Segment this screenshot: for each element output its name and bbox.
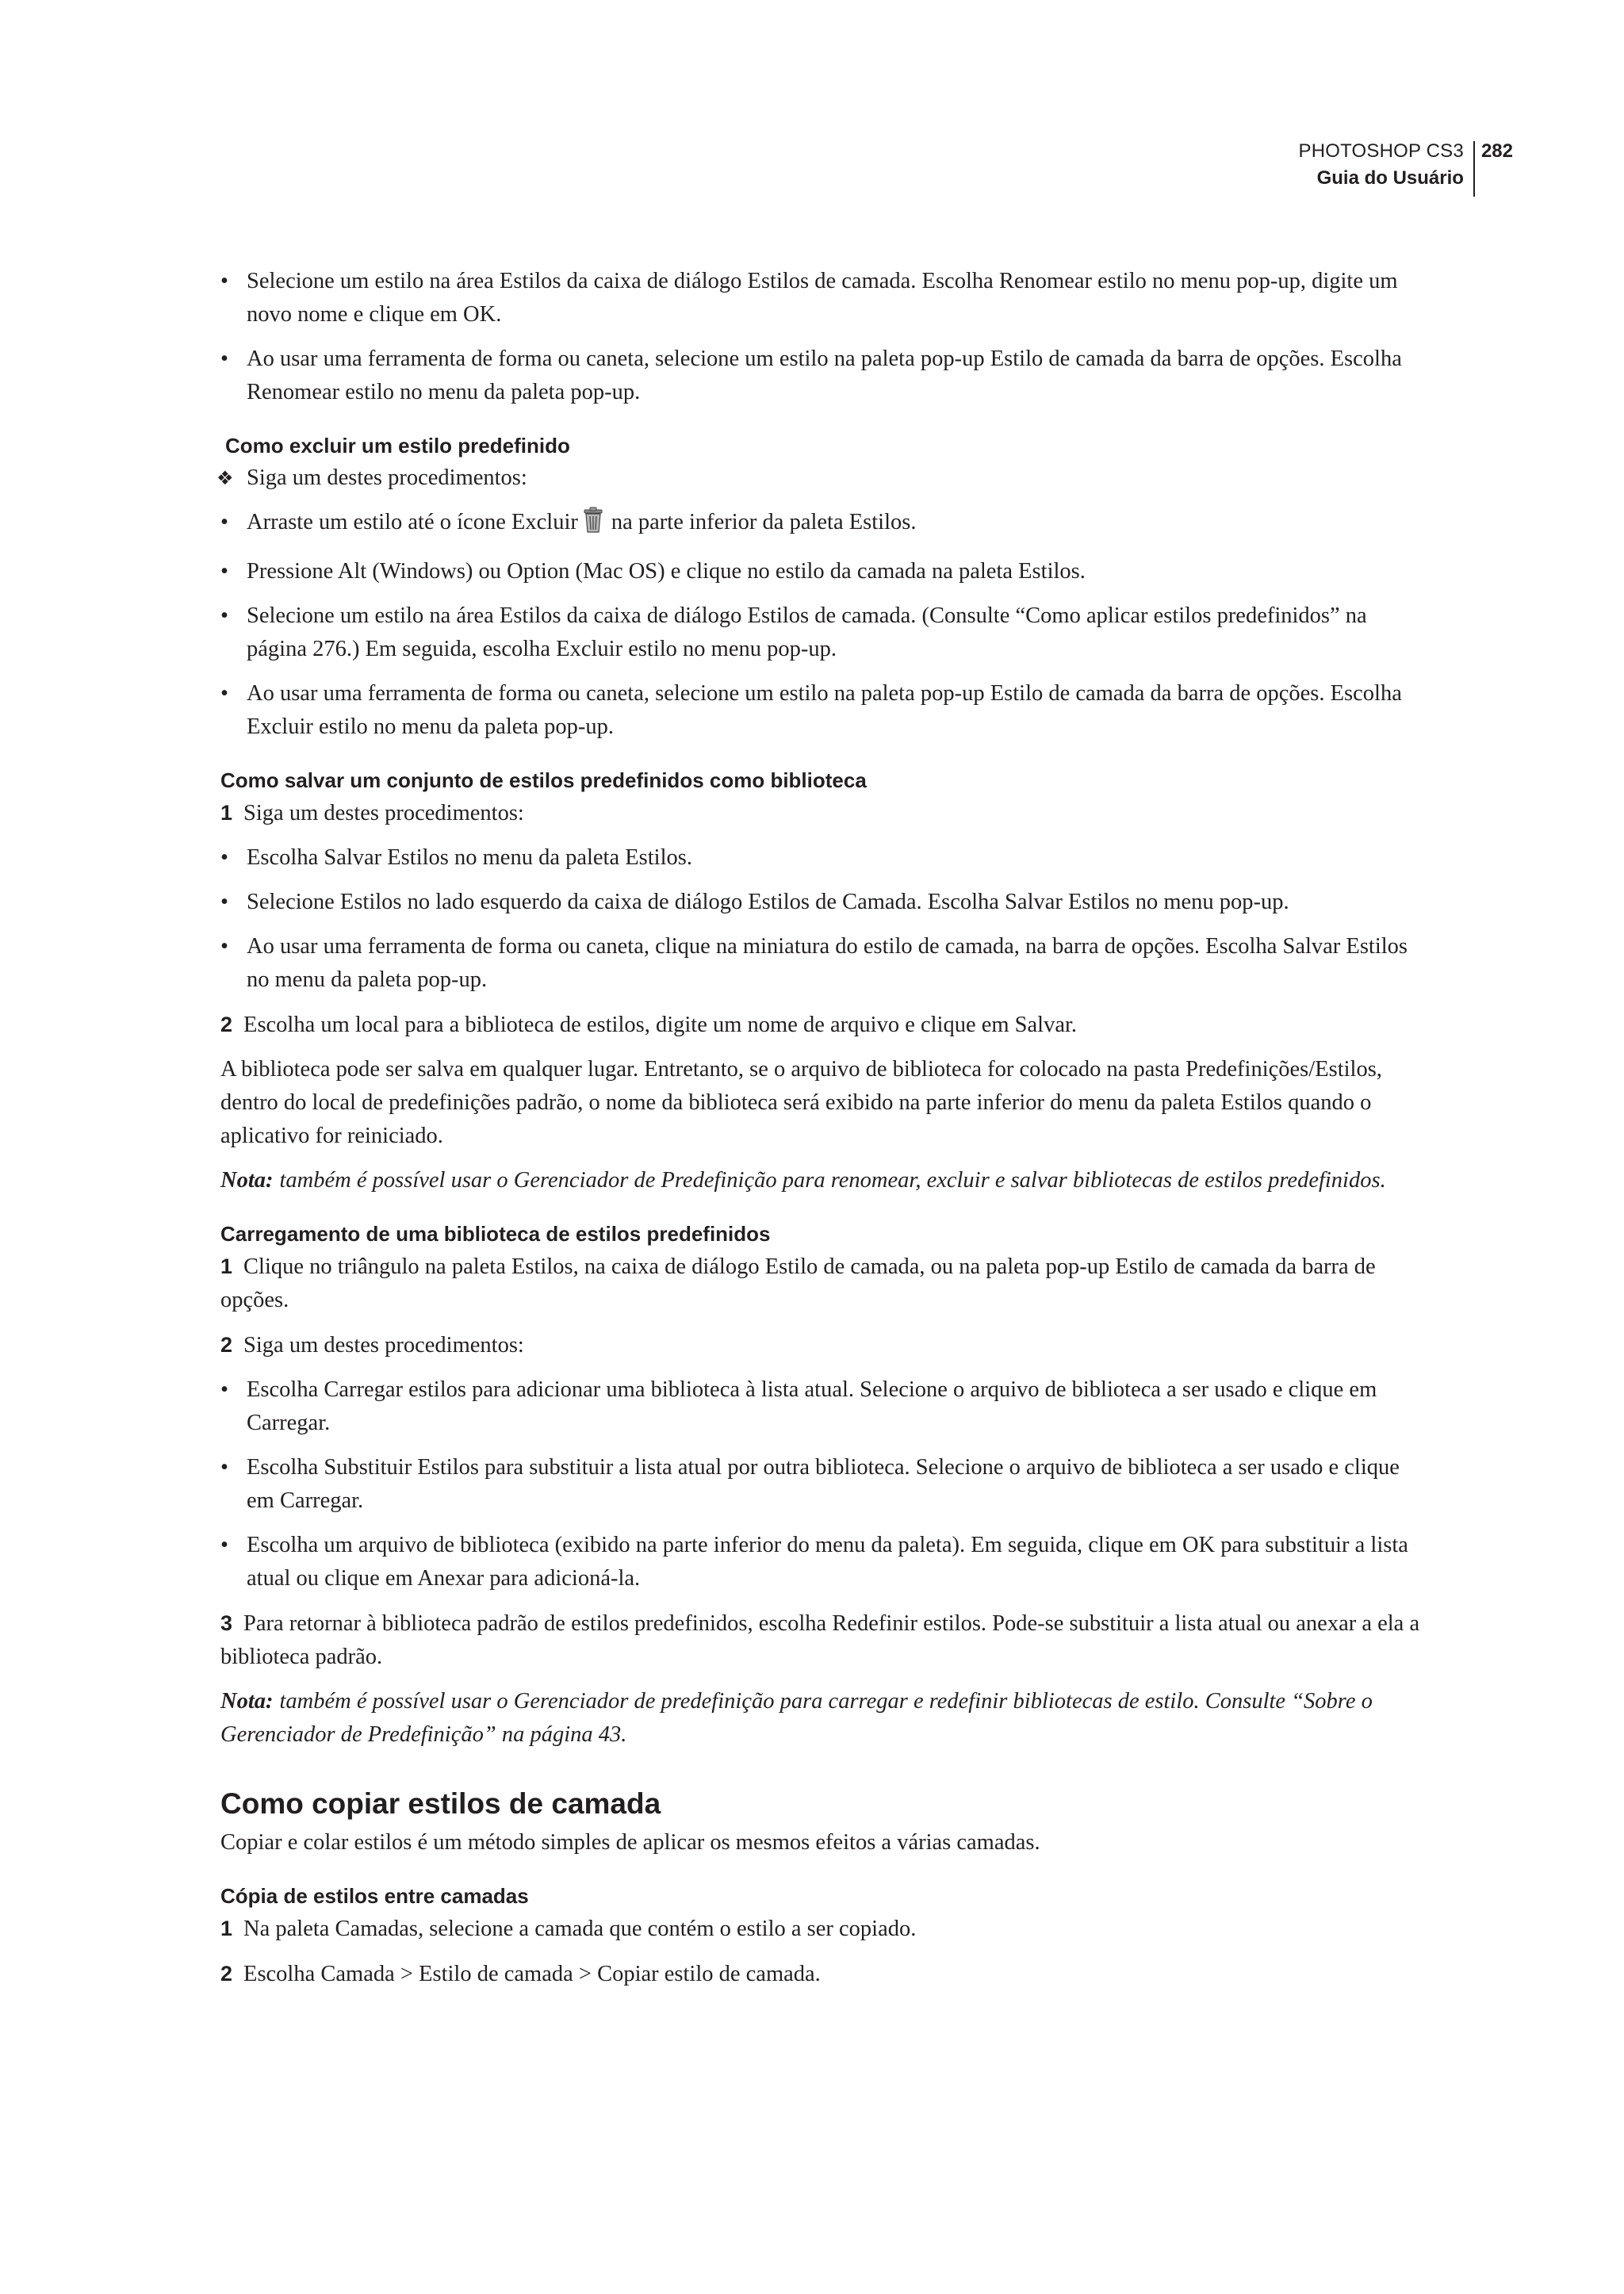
list-item	[220, 886, 1426, 919]
step	[220, 1607, 1426, 1674]
list-item	[220, 265, 1426, 331]
section-heading: Cópia de estilos entre camadas	[220, 1884, 529, 1908]
diamond-icon: ❖	[216, 467, 234, 489]
list-item-text: Escolha Carregar estilos para adicionar uma biblioteca à lista atual. Selecione o arquivo de biblioteca a ser usado e clique em Carregar.	[247, 1377, 1377, 1435]
note-label: Nota:	[220, 1689, 274, 1714]
step-text: Na paleta Camadas, selecione a camada que contém o estilo a ser copiado.	[243, 1917, 917, 1941]
body-paragraph: A biblioteca pode ser salva em qualquer lugar. Entretanto, se o arquivo de biblioteca for colocado na pasta Predefinições/Estilos, dentro do local de predefinições padrão, o nome da biblioteca será exibido na parte inferior do menu da paleta Estilos quando o aplicativo for reiniciado.	[220, 1057, 1382, 1148]
note-label: Nota:	[220, 1168, 274, 1193]
procedure-intro-text: Siga um destes procedimentos:	[247, 465, 527, 490]
section-heading: Como salvar um conjunto de estilos predefinidos como biblioteca	[220, 768, 867, 792]
list-item-text: Ao usar uma ferramenta de forma ou caneta, selecione um estilo na paleta pop-up Estilo de camada da barra de opções. Escolha Excluir estilo no menu da paleta pop-up.	[247, 681, 1402, 739]
list-item-text: Pressione Alt (Windows) ou Option (Mac OS) e clique no estilo da camada na paleta Estilos.	[247, 559, 1086, 584]
list-item	[220, 841, 1426, 875]
bullet-icon: •	[220, 1533, 228, 1557]
list-item	[220, 930, 1426, 997]
step	[220, 1008, 1426, 1042]
bullet-icon: •	[220, 890, 228, 914]
step-text: Escolha Camada > Estilo de camada > Copiar estilo de camada.	[243, 1962, 821, 1986]
step-number: 1	[220, 1917, 233, 1940]
bullet-icon: •	[220, 347, 228, 371]
step-number: 2	[220, 1962, 233, 1986]
list-item-text: Ao usar uma ferramenta de forma ou caneta, clique na miniatura do estilo de camada, na barra de opções. Escolha Salvar Estilos no menu da paleta pop-up.	[247, 934, 1408, 992]
bullet-icon: •	[220, 681, 228, 706]
step-text: Escolha um local para a biblioteca de estilos, digite um nome de arquivo e clique em Salvar.	[243, 1013, 1078, 1037]
list-item-text-continued: na parte inferior da paleta Estilos.	[611, 510, 917, 534]
list-item	[220, 555, 1426, 588]
section-title: Como copiar estilos de camada	[220, 1787, 661, 1820]
list-item-text: Selecione Estilos no lado esquerdo da caixa de diálogo Estilos de Camada. Escolha Salvar Estilos no menu pop-up.	[247, 890, 1289, 914]
bullet-icon: •	[220, 559, 228, 584]
header-guide: Guia do Usuário	[1316, 167, 1464, 189]
list-item	[220, 1529, 1426, 1595]
list-item	[220, 506, 1426, 544]
step-text: Para retornar à biblioteca padrão de estilos predefinidos, escolha Redefinir estilos. Pode-se substituir a lista atual ou anexar a ela a biblioteca padrão.	[220, 1611, 1420, 1669]
note	[220, 1164, 1426, 1197]
list-item	[220, 599, 1426, 666]
bullet-icon: •	[220, 845, 228, 870]
step	[220, 1328, 1426, 1362]
section-heading: Como excluir um estilo predefinido	[225, 434, 570, 458]
step	[220, 796, 1426, 830]
step	[220, 1250, 1426, 1317]
bullet-icon: •	[220, 510, 228, 534]
step-number: 2	[220, 1013, 233, 1036]
page-number: 282	[1480, 140, 1513, 162]
list-item	[220, 1373, 1426, 1440]
bullet-icon: •	[220, 603, 228, 628]
page-content	[216, 265, 1426, 2002]
step	[220, 1912, 1426, 1946]
list-item-text: Selecione um estilo na área Estilos da caixa de diálogo Estilos de camada. Escolha Renomear estilo no menu pop-up, digite um novo nome e clique em OK.	[247, 269, 1398, 327]
procedure-intro	[216, 461, 1426, 495]
bullet-icon: •	[220, 934, 228, 959]
step-number: 3	[220, 1611, 233, 1635]
note-text: também é possível usar o Gerenciador de Predefinição para renomear, excluir e salvar bibliotecas de estilos predefinidos.	[279, 1168, 1386, 1193]
bullet-icon: •	[220, 1455, 228, 1480]
list-item-text: Escolha um arquivo de biblioteca (exibido na parte inferior do menu da paleta). Em seguida, clique em OK para substituir a lista atual ou clique em Anexar para adicioná-la.	[247, 1533, 1408, 1591]
step-number: 2	[220, 1333, 233, 1357]
bullet-icon: •	[220, 1377, 228, 1402]
step-number: 1	[220, 1254, 233, 1278]
page-header	[1299, 138, 1514, 197]
note-text: também é possível usar o Gerenciador de predefinição para carregar e redefinir bibliotecas de estilo. Consulte “Sobre o Gerenciador de Predefinição” na página 43.	[220, 1689, 1373, 1747]
body-paragraph: Copiar e colar estilos é um método simples de aplicar os mesmos efeitos a várias camadas.	[220, 1830, 1040, 1855]
list-item-text: Escolha Salvar Estilos no menu da paleta Estilos.	[247, 845, 692, 870]
trash-icon	[583, 507, 603, 544]
list-item	[220, 343, 1426, 409]
list-item	[220, 677, 1426, 744]
list-item-text: Selecione um estilo na área Estilos da caixa de diálogo Estilos de camada. (Consulte “Como aplicar estilos predefinidos” na página 276.) Em seguida, escolha Excluir estilo no menu pop-up.	[247, 603, 1367, 661]
section-heading: Carregamento de uma biblioteca de estilos predefinidos	[220, 1222, 771, 1246]
step	[220, 1957, 1426, 1991]
step-text: Siga um destes procedimentos:	[243, 1333, 524, 1358]
list-item-text: Escolha Substituir Estilos para substituir a lista atual por outra biblioteca. Selecione o arquivo de biblioteca a ser usado e clique em Carregar.	[247, 1455, 1400, 1513]
header-product: PHOTOSHOP CS3	[1298, 140, 1464, 162]
step-text: Clique no triângulo na paleta Estilos, na caixa de diálogo Estilo de camada, ou na paleta pop-up Estilo de camada da barra de opções.	[220, 1254, 1376, 1312]
bullet-icon: •	[220, 269, 228, 293]
list-item-text: Ao usar uma ferramenta de forma ou caneta, selecione um estilo na paleta pop-up Estilo de camada da barra de opções. Escolha Renomear estilo no menu da paleta pop-up.	[247, 347, 1402, 404]
note	[220, 1685, 1426, 1752]
header-text	[1299, 138, 1473, 197]
step-number: 1	[220, 801, 233, 825]
list-item	[220, 1451, 1426, 1518]
list-item-text: Arraste um estilo até o ícone Excluir	[247, 510, 578, 534]
step-text: Siga um destes procedimentos:	[243, 801, 524, 825]
